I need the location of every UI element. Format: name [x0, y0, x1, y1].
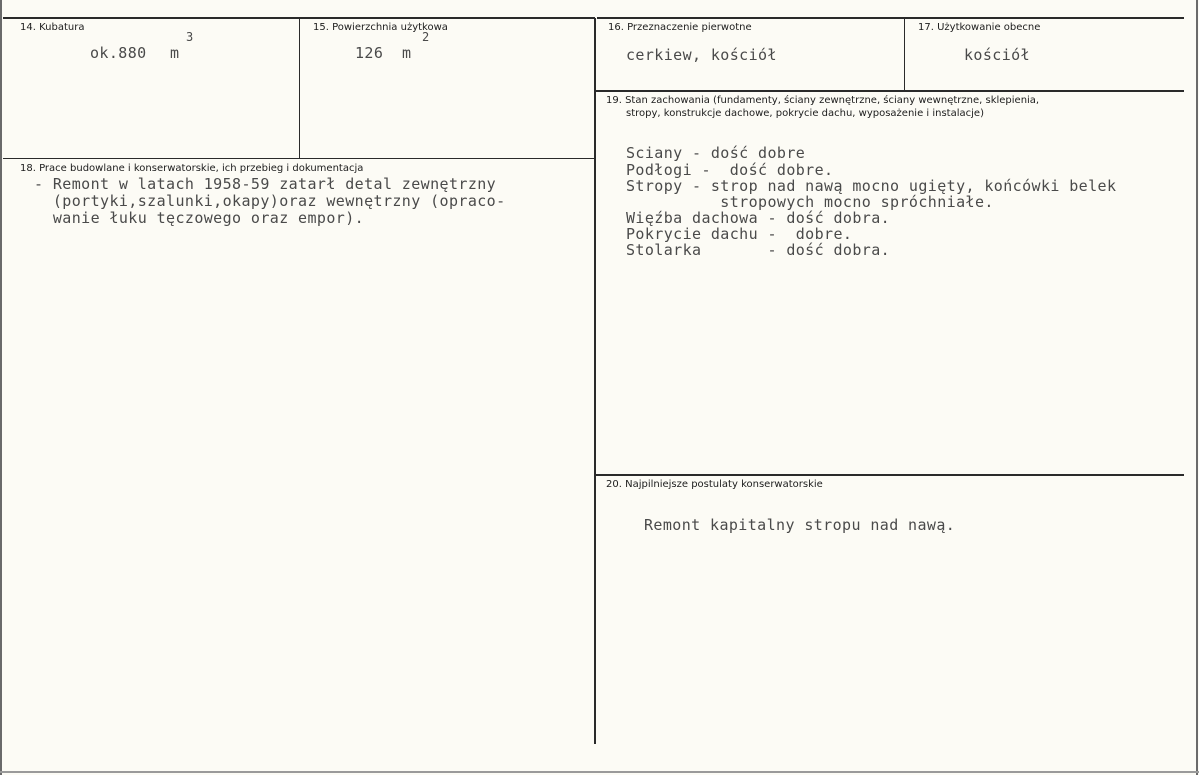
rule-under-14-15	[3, 158, 595, 159]
divider-14-15	[299, 18, 300, 159]
center-divider	[594, 18, 596, 744]
field-14-unit-exponent: 3	[186, 30, 194, 44]
field-14-label: 14. Kubatura	[20, 22, 85, 33]
field-18-line: (portyki,szalunki,okapy)oraz wewnętrzny (opraco-	[34, 192, 506, 210]
field-14-value: ok.880	[90, 44, 147, 62]
rule-under-16-17	[596, 90, 1184, 92]
field-14-unit: m	[170, 44, 180, 62]
field-17-value: kościół	[964, 46, 1031, 64]
field-19-line: Sciany - dość dobre	[626, 144, 806, 162]
field-16-value: cerkiew, kościół	[626, 46, 777, 64]
card-bottom-edge	[0, 771, 1199, 773]
field-19-line: Pokrycie dachu - dobre.	[626, 225, 853, 243]
card-left-edge	[0, 0, 2, 775]
field-19-line: Podłogi - dość dobre.	[626, 161, 834, 179]
field-17-label: 17. Użytkowanie obecne	[918, 22, 1041, 33]
divider-16-17	[904, 18, 905, 90]
field-16-label: 16. Przeznaczenie pierwotne	[608, 22, 752, 33]
field-18-line: wanie łuku tęczowego oraz empor).	[34, 209, 365, 227]
field-15-value: 126	[355, 44, 384, 62]
field-18-label: 18. Prace budowlane i konserwatorskie, ich przebieg i dokumentacja	[20, 163, 364, 174]
field-19-line: Stolarka - dość dobra.	[626, 241, 891, 259]
field-19-label: 19. Stan zachowania (fundamenty, ściany zewnętrzne, ściany wewnętrzne, sklepienia,	[606, 95, 1040, 106]
field-15-unit-exponent: 2	[422, 30, 430, 44]
field-15-label: 15. Powierzchnia użytkowa	[313, 22, 448, 33]
rule-under-19	[596, 474, 1184, 476]
top-rule-right	[597, 17, 1184, 19]
field-18-line: - Remont w latach 1958-59 zatarł detal zewnętrzny	[34, 175, 497, 193]
field-19-line: stropowych mocno spróchniałe.	[626, 193, 994, 211]
field-20-label: 20. Najpilniejsze postulaty konserwatorskie	[606, 479, 823, 490]
card-right-edge	[1196, 0, 1198, 775]
field-20-value: Remont kapitalny stropu nad nawą.	[644, 516, 956, 534]
field-19-label-continued: stropy, konstrukcje dachowe, pokrycie dachu, wyposażenie i instalacje)	[626, 108, 984, 119]
field-19-line: Stropy - strop nad nawą mocno ugięty, końcówki belek	[626, 177, 1117, 195]
field-19-line: Więźba dachowa - dość dobra.	[626, 209, 891, 227]
field-15-unit: m	[402, 44, 412, 62]
